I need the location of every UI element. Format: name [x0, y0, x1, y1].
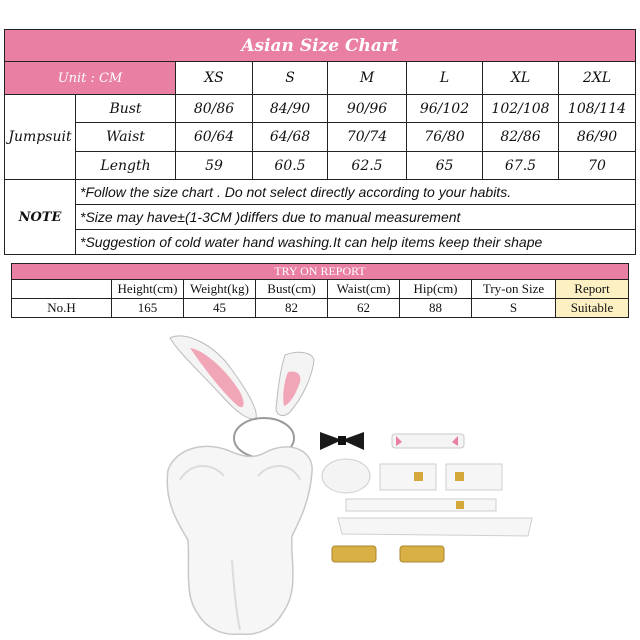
try-on-bust: 82: [255, 298, 328, 318]
bust-xs: 80/86: [175, 94, 253, 123]
try-on-header-bust: Bust(cm): [255, 279, 328, 299]
try-on-height: 165: [111, 298, 184, 318]
bunny-tail: [322, 459, 370, 493]
length-2xl: 70: [558, 151, 636, 180]
waist-xl: 82/86: [482, 122, 559, 152]
try-on-header-waist: Waist(cm): [327, 279, 400, 299]
collar: [392, 434, 464, 448]
size-chart-title: Asian Size Chart: [4, 29, 636, 62]
waist-l: 76/80: [406, 122, 483, 152]
waist-xs: 60/64: [175, 122, 253, 152]
bow-tie: [320, 432, 364, 450]
bust-xl: 102/108: [482, 94, 559, 123]
size-header-xl: XL: [482, 61, 559, 95]
try-on-report: Suitable: [555, 298, 629, 318]
length-m: 62.5: [327, 151, 407, 180]
length-xl: 67.5: [482, 151, 559, 180]
size-header-m: M: [327, 61, 407, 95]
try-on-size: S: [471, 298, 556, 318]
try-on-waist: 62: [327, 298, 400, 318]
bodysuit: [167, 446, 312, 634]
size-header-s: S: [252, 61, 328, 95]
length-xs: 59: [175, 151, 253, 180]
size-header-l: L: [406, 61, 483, 95]
try-on-model: No.H: [11, 298, 112, 318]
row-label-bust: Bust: [75, 94, 176, 123]
bust-l: 96/102: [406, 94, 483, 123]
bust-s: 84/90: [252, 94, 328, 123]
try-on-title: TRY ON REPORT: [11, 263, 629, 280]
length-l: 65: [406, 151, 483, 180]
size-header-xs: XS: [175, 61, 253, 95]
waist-m: 70/74: [327, 122, 407, 152]
waist-band: [346, 499, 496, 511]
length-s: 60.5: [252, 151, 328, 180]
row-label-length: Length: [75, 151, 176, 180]
note-line-1: *Follow the size chart . Do not select directly according to your habits.: [75, 179, 636, 205]
note-label: NOTE: [4, 179, 76, 255]
bunny-ears-headband: [170, 336, 314, 458]
row-label-waist: Waist: [75, 122, 176, 152]
cuffs: [380, 464, 502, 490]
bust-m: 90/96: [327, 94, 407, 123]
tail-strip: [338, 518, 532, 536]
try-on-header-size: Try-on Size: [471, 279, 556, 299]
try-on-header-height: Height(cm): [111, 279, 184, 299]
waist-2xl: 86/90: [558, 122, 636, 152]
try-on-header-weight: Weight(kg): [183, 279, 256, 299]
try-on-header-hip: Hip(cm): [399, 279, 472, 299]
group-label: Jumpsuit: [4, 94, 76, 180]
unit-label: Unit : CM: [4, 61, 176, 95]
size-header-2xl: 2XL: [558, 61, 636, 95]
note-line-3: *Suggestion of cold water hand washing.It can help items keep their shape: [75, 229, 636, 255]
try-on-weight: 45: [183, 298, 256, 318]
bust-2xl: 108/114: [558, 94, 636, 123]
gold-garters: [332, 546, 444, 562]
waist-s: 64/68: [252, 122, 328, 152]
note-line-2: *Size may have±(1-3CM )differs due to manual measurement: [75, 204, 636, 230]
try-on-hip: 88: [399, 298, 472, 318]
try-on-header-report: Report: [555, 279, 629, 299]
